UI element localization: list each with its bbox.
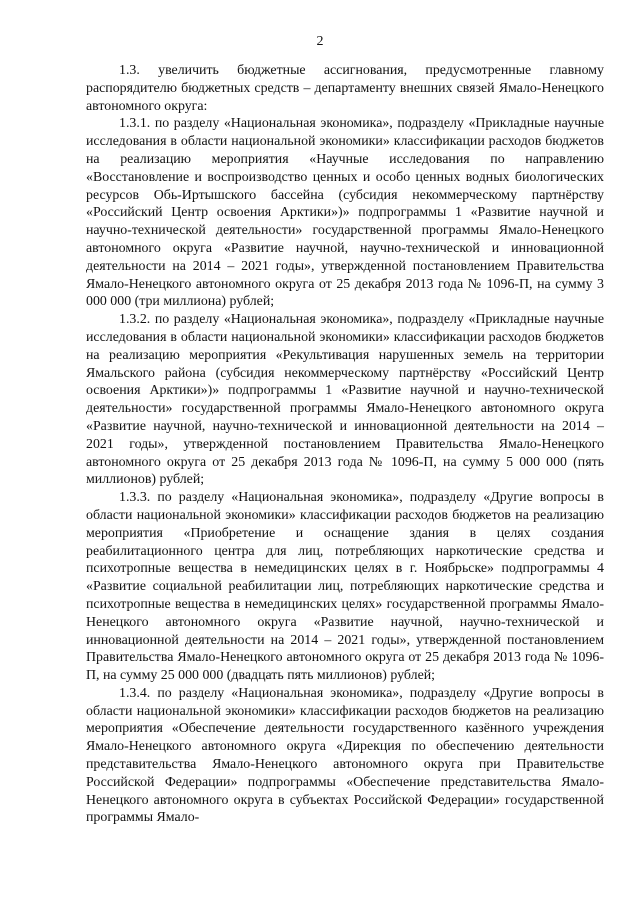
paragraph-1-3: 1.3. увеличить бюджетные ассигнования, предусмотренные главному распорядителю бюджетных средств – департаменту внешних связей Ямало-Ненецкого автономного округа: xyxy=(86,63,604,114)
page-number: 2 xyxy=(316,34,324,49)
paragraph-1-3-2: 1.3.2. по разделу «Национальная экономика», подразделу «Прикладные научные исследования в области национальной экономики» классификации расходов бюджетов на реализацию мероприятия «Рекультивация нарушенных земель на территории Ямальского района (субсидия некоммерческому партнёрству «Российский Центр освоения Арктики»)» подпрограммы 1 «Развитие научной и научно-технической деятельности» государственной программы Ямало-Ненецкого автономного округа «Развитие научной, научно-технической и инновационной деятельности на 2014 – 2021 годы», утвержденной постановлением Правительства Ямало-Ненецкого автономного округа от 25 декабря 2013 года № 1096-П, на сумму 5 000 000 (пять миллионов) рублей; xyxy=(86,312,604,488)
document-body xyxy=(86,62,604,827)
paragraph-1-3-1: 1.3.1. по разделу «Национальная экономика», подразделу «Прикладные научные исследования в области национальной экономики» классификации расходов бюджетов на реализацию мероприятия «Научные исследования по направлению «Восстановление и воспроизводство ценных и особо ценных водных биологических ресурсов Обь-Иртышского бассейна (субсидия некоммерческому партнёрству «Российский Центр освоения Арктики»)» подпрограммы 1 «Развитие научной и научно-технической деятельности» государственной программы Ямало-Ненецкого автономного округа «Развитие научной, научно-технической и инновационной деятельности на 2014 – 2021 годы», утвержденной постановлением Правительства Ямало-Ненецкого автономного округа от 25 декабря 2013 года № 1096-П, на сумму 3 000 000 (три миллиона) рублей; xyxy=(86,116,604,310)
paragraph-1-3-3: 1.3.3. по разделу «Национальная экономика», подразделу «Другие вопросы в области национальной экономики» классификации расходов бюджетов на реализацию мероприятия «Приобретение и оснащение здания в целях создания реабилитационного центра для лиц, потребляющих наркотические средства и психотропные вещества в немедицинских целях в г. Ноябрьске» подпрограммы 4 «Развитие социальной реабилитации лиц, потребляющих наркотические средства и психотропные вещества в немедицинских целях» государственной программы Ямало-Ненецкого автономного округа «Развитие научной, научно-технической и инновационной деятельности на 2014 – 2021 годы», утвержденной постановлением Правительства Ямало-Ненецкого автономного округа от 25 декабря 2013 года № 1096-П, на сумму 25 000 000 (двадцать пять миллионов) рублей; xyxy=(86,490,604,684)
paragraph-1-3-4: 1.3.4. по разделу «Национальная экономика», подразделу «Другие вопросы в области национальной экономики» классификации расходов бюджетов на реализацию мероприятия «Обеспечение деятельности государственного казённого учреждения Ямало-Ненецкого автономного округа «Дирекция по обеспечению деятельности представительства Ямало-Ненецкого автономного округа при Правительстве Российской Федерации» подпрограммы «Обеспечение представительства Ямало-Ненецкого автономного округа в субъектах Российской Федерации» государственной программы Ямало- xyxy=(86,685,604,826)
